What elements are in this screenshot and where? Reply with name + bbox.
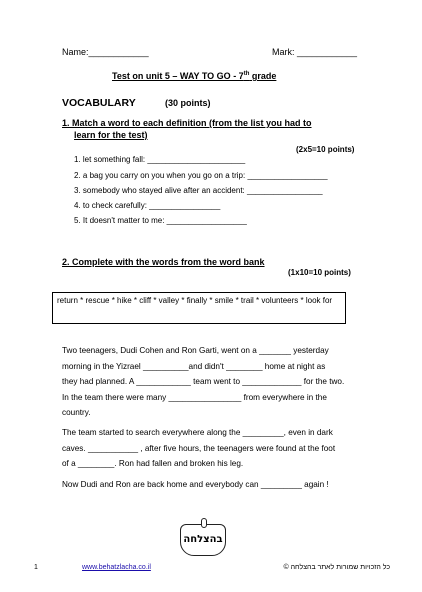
logo-mark-icon xyxy=(201,518,207,528)
passage-line: country. xyxy=(62,408,91,417)
vocabulary-heading: VOCABULARY xyxy=(62,97,136,109)
site-link[interactable]: www.behatzlacha.co.il xyxy=(82,564,151,571)
passage-paragraph-3 xyxy=(62,477,362,493)
name-field-label: Name:____________ xyxy=(62,47,149,57)
word-bank-box xyxy=(52,292,346,324)
test-title-sup: th xyxy=(243,71,250,77)
q1-item-3: 3. somebody who stayed alive after an accident: _________________ xyxy=(74,186,323,195)
test-title-text: Test on unit 5 – WAY TO GO - 7 xyxy=(112,71,244,81)
q1-title-line1: 1. Match a word to each definition (from the list you had to xyxy=(62,118,312,128)
behatzlacha-logo xyxy=(180,524,226,556)
passage-line: they had planned. A ____________ team went to _____________ for the two. xyxy=(62,377,345,386)
q1-item-1: 1. let something fall: ______________________ xyxy=(74,155,246,164)
word-bank-text: return * rescue * hike * cliff * valley * finally * smile * trail * volunteers * look for xyxy=(57,296,333,305)
vocabulary-points: (30 points) xyxy=(165,98,211,108)
passage-line: The team started to search everywhere along the _________, even in dark xyxy=(62,428,333,437)
mark-field-label: Mark: ____________ xyxy=(272,47,358,57)
passage-line: caves. ___________ , after five hours, the teenagers were found at the foot xyxy=(62,443,336,453)
passage-line: Two teenagers, Dudi Cohen and Ron Garti, went on a _______ yesterday xyxy=(62,346,329,355)
test-title-end: grade xyxy=(249,71,277,81)
passage-line: In the team there were many ________________ from everywhere in the xyxy=(62,392,327,402)
q2-title: 2. Complete with the words from the word bank xyxy=(62,257,265,267)
logo-text: בהצלחה xyxy=(183,534,223,545)
passage-line: morning in the Yizrael __________and didn't ________ home at night as xyxy=(62,361,326,371)
q2-points: (1x10=10 points) xyxy=(288,268,351,277)
q1-title-line2: learn for the test) xyxy=(74,130,148,140)
q1-item-2: 2. a bag you carry on you when you go on a trip: __________________ xyxy=(74,171,328,180)
q1-item-4: 4. to check carefully: ________________ xyxy=(74,201,221,210)
q1-item-5: 5. It doesn't matter to me: __________________ xyxy=(74,216,247,225)
test-title xyxy=(112,71,276,81)
q1-points: (2x5=10 points) xyxy=(296,145,355,154)
copyright-text: כל הזכויות שמורות לאתר בהצלחה © xyxy=(283,564,390,571)
passage-line: of a ________. Ron had fallen and broken his leg. xyxy=(62,459,244,468)
page-number: 1 xyxy=(34,564,38,571)
passage-line: Now Dudi and Ron are back home and everybody can _________ again ! xyxy=(62,480,329,489)
passage-paragraph-2 xyxy=(62,425,362,472)
passage-paragraph-1 xyxy=(62,343,362,421)
